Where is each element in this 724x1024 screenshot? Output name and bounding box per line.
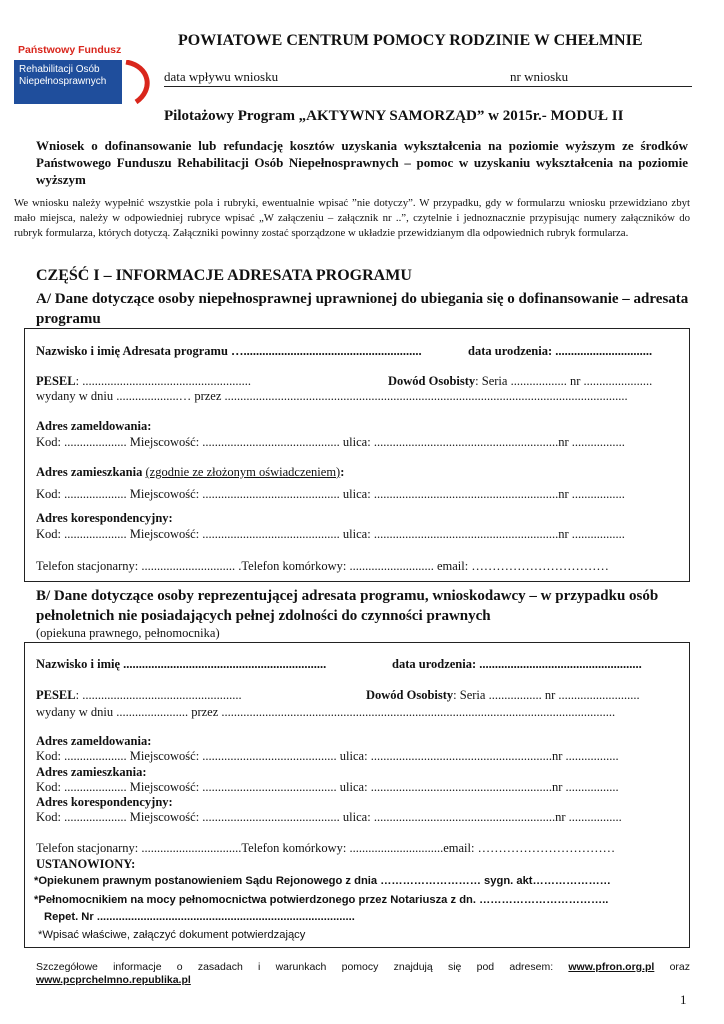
part1-title: CZĘŚĆ I – INFORMACJE ADRESATA PROGRAMU	[36, 267, 412, 284]
a-residence-label-row	[36, 465, 344, 480]
section-b-title: B/ Dane dotyczące osoby reprezentującej adresata programu, wnioskodawcy – w przypadku osób pełnoletnich nie posiadających pełnej zdolności do czynności prawnych	[36, 588, 659, 624]
b-repet-number-field[interactable]: Repet. Nr ...................................................................................	[44, 911, 355, 923]
a-registered-label: Adres zameldowania:	[36, 419, 152, 433]
intake-date-label: data wpływu wniosku	[164, 69, 279, 84]
b-name-field[interactable]: Nazwisko i imię .................................................................	[36, 657, 327, 671]
section-a-box	[24, 328, 690, 582]
b-residence-label: Adres zamieszkania:	[36, 765, 147, 779]
b-id-dots: : Seria ................. nr ..........................	[453, 688, 640, 702]
a-residence-colon: :	[340, 465, 345, 479]
a-id-label: Dowód Osobisty	[388, 374, 476, 388]
b-footnote: *Wpisać właściwe, załączyć dokument potwierdzający	[38, 929, 306, 941]
section-b-subtitle: (opiekuna prawnego, pełnomocnika)	[36, 626, 220, 640]
b-birth-field[interactable]: data urodzenia: ....................................................	[392, 657, 642, 671]
org-title: POWIATOWE CENTRUM POMOCY RODZINIE W CHEŁMNIE	[178, 32, 643, 49]
application-subject: Wniosek o dofinansowanie lub refundację kosztów uzyskania wykształcenia na poziomie wyższym ze środków Państwowego Funduszu Rehabilitacji Osób Niepełnosprawnych – pomoc w uzyskaniu wykształcenia na poziomie wyższym	[36, 138, 688, 187]
b-pesel-dots: : ...................................................	[75, 688, 242, 702]
logo-line-2: Rehabilitacji Osób	[19, 64, 100, 75]
logo-line-1: Państwowy Fundusz	[18, 44, 122, 56]
header-rule	[164, 86, 692, 87]
a-pesel-field[interactable]	[36, 374, 251, 389]
section-a-title: A/ Dane dotyczące osoby niepełnosprawnej uprawnionej do ubiegania się o dofinansowanie – adresata programu	[36, 291, 689, 327]
a-residence-address[interactable]: Kod: .................... Miejscowość: ............................................ ulica: ...........................................................nr .................	[36, 487, 625, 501]
b-guardian-option[interactable]: *Opiekunem prawnym postanowieniem Sądu Rejonowego z dnia ……………………… sygn. akt…………………	[34, 875, 611, 887]
a-id-dots: : Seria .................. nr ......................	[475, 374, 653, 388]
pfron-logo	[14, 42, 158, 110]
logo-emblem-icon	[124, 60, 154, 104]
b-registered-address[interactable]: Kod: .................... Miejscowość: ........................................... ulica: ..........................................................nr .................	[36, 749, 619, 763]
page-number: 1	[680, 992, 687, 1007]
b-contact-row[interactable]: Telefon stacjonarny: ................................Telefon komórkowy: ..............................email: ……………………………	[36, 841, 616, 855]
b-registered-label: Adres zameldowania:	[36, 734, 152, 748]
a-residence-label: Adres zamieszkania	[36, 465, 143, 479]
a-contact-row[interactable]: Telefon stacjonarny: .............................. .Telefon komórkowy: ........................... email: ……………………………	[36, 559, 609, 573]
program-title: Pilotażowy Program „AKTYWNY SAMORZĄD” w 2015r.- MODUŁ II	[164, 108, 624, 124]
b-attorney-option[interactable]: *Pełnomocnikiem na mocy pełnomocnictwa potwierdzonego przez Notariusza z dn. ……………………………..	[34, 894, 609, 906]
footer-info	[36, 960, 690, 974]
b-id-label: Dowód Osobisty	[366, 688, 454, 702]
b-issued-field[interactable]: wydany w dniu ....................... przez ..............................................................................................................................	[36, 705, 616, 719]
b-pesel-label: PESEL	[36, 688, 76, 702]
logo-line-3: Niepełnosprawnych	[19, 76, 107, 87]
a-birth-field[interactable]: data urodzenia: ...............................	[468, 344, 653, 358]
a-issued-field[interactable]: wydany w dniu ....................… przez .................................................................................................................................	[36, 389, 628, 403]
a-pesel-label: PESEL	[36, 374, 76, 388]
a-id-field[interactable]	[388, 374, 652, 389]
a-residence-note: (zgodnie ze złożonym oświadczeniem)	[145, 465, 341, 479]
filling-instructions: We wniosku należy wypełnić wszystkie pola i rubryki, ewentualnie wpisać ”nie dotyczy”. W przypadku, gdy w formularzu wniosku przewidziano zbyt mało miejsca, należy w odpowiedniej rubryce wpisać „W załączeniu – załącznik nr ..”, czytelnie i jednoznacznie przypisując numery załączników do rubryk formularza, których dotyczą. Załączniki powinny zostać sporządzone w układzie przewidzianym dla odpowiednich rubryk formularza.	[14, 197, 690, 239]
b-appointed-label: USTANOWIONY:	[36, 857, 136, 871]
pcpr-link[interactable]: www.pcprchelmno.republika.pl	[36, 974, 191, 986]
b-correspondence-address[interactable]: Kod: .................... Miejscowość: ............................................ ulica: ..........................................................nr .................	[36, 810, 622, 824]
b-pesel-field[interactable]	[36, 688, 242, 703]
a-name-field[interactable]: Nazwisko i imię Adresata programu ….........................................................	[36, 344, 422, 358]
logo-text	[14, 60, 122, 104]
pfron-link[interactable]: www.pfron.org.pl	[568, 961, 655, 973]
footer-info-text: Szczegółowe informacje o zasadach i warunkach pomocy znajdują się pod adresem:	[36, 961, 554, 973]
b-id-field[interactable]	[366, 688, 640, 703]
a-pesel-dots: : ......................................................	[75, 374, 251, 388]
a-registered-address[interactable]: Kod: .................... Miejscowość: ............................................ ulica: ...........................................................nr .................	[36, 435, 625, 449]
a-correspondence-label: Adres korespondencyjny:	[36, 511, 173, 525]
a-correspondence-address[interactable]: Kod: .................... Miejscowość: ............................................ ulica: ...........................................................nr .................	[36, 527, 625, 541]
app-number-label: nr wniosku	[510, 69, 569, 84]
b-residence-address[interactable]: Kod: .................... Miejscowość: ........................................... ulica: ..........................................................nr .................	[36, 780, 619, 794]
b-correspondence-label: Adres korespondencyjny:	[36, 795, 173, 809]
footer-and: oraz	[669, 961, 691, 973]
